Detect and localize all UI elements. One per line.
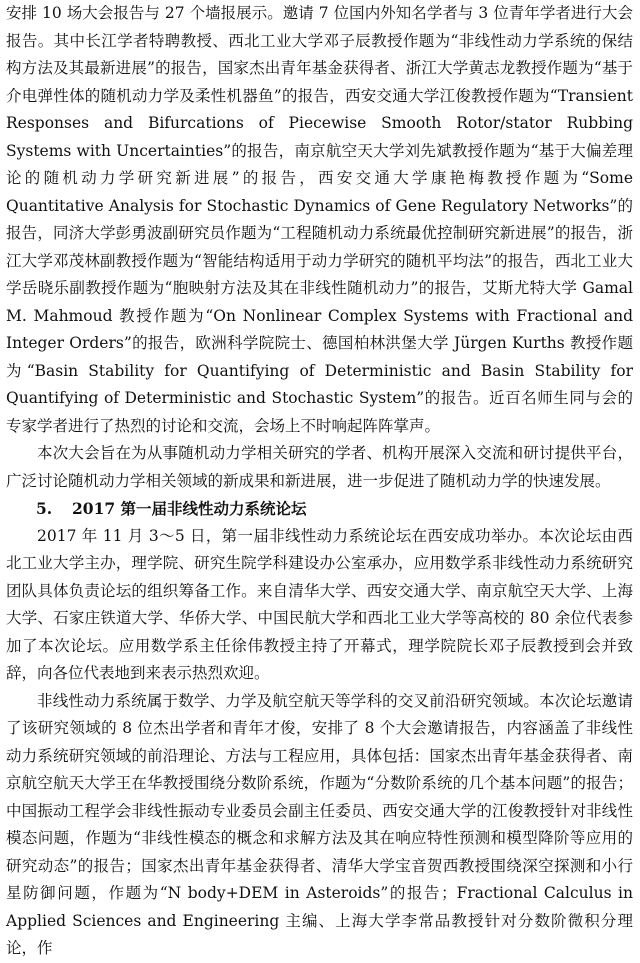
section-number: 5. <box>36 499 53 518</box>
section-heading <box>6 495 633 523</box>
paragraph-forum-reports: 非线性动力系统属于数学、力学及航空航天等学科的交叉前沿研究领域。本次论坛邀请了该研究领域的 8 位杰出学者和青年才俊，安排了 8 个大会邀请报告，内容涵盖了非线性动力系统研究领域的前沿理论、方法与工程应用，具体包括：国家杰出青年基金获得者、南京航空航天大学王在华教授围绕分数阶系统，作题为“分数阶系统的几个基本问题”的报告；中国振动工程学会非线性振动专业委员会副主任委员、西安交通大学的江俊教授针对非线性模态问题，作题为“非线性模态的概念和求解方法及其在响应特性预测和模型降阶等应用的研究动态”的报告；国家杰出青年基金获得者、清华大学宝音贺西教授围绕深空探测和小行星防御问题，作题为“N body+DEM in Asteroids”的报告；Fractional Calculus in Applied Sciences and Engineering 主编、上海大学李常品教授针对分数阶微积分理论，作 <box>6 691 633 957</box>
paragraph-forum-intro: 2017 年 11 月 3～5 日，第一届非线性动力系统论坛在西安成功举办。本次论坛由西北工业大学主办，理学院、研究生院学科建设办公室承办，应用数学系非线性动力系统研究团队具体负责论坛的组织筹备工作。来自清华大学、西安交通大学、南京航空天大学、上海大学、石家庄铁道大学、华侨大学、中国民航大学和西北工业大学等高校的 80 余位代表参加了本次论坛。应用数学系主任徐伟教授主持了开幕式，理学院院长邓子辰教授到会并致辞，向各位代表地到来表示热烈欢迎。 <box>6 526 633 682</box>
paragraph-speakers: 安排 10 场大会报告与 27 个墙报展示。邀请 7 位国内外知名学者与 3 位青年学者进行大会报告。其中长江学者特聘教授、西北工业大学邓子辰教授作题为“非线性动力学系统的保结构方法及其最新进展”的报告，国家杰出青年基金获得者、浙江大学黄志龙教授作题为“基于介电弹性体的随机动力学及柔性机器鱼”的报告，西安交通大学江俊教授作题为“Transient Responses and Bifurcations of Piecewise Smooth Rotor/stator Rubbing Systems with Uncertainties”的报告，南京航空天大学刘先斌教授作题为“基于大偏差理论的随机动力学研究新进展”的报告，西安交通大学康艳梅教授作题为“Some Quantitative Analysis for Stochastic Dynamics of Gene Regulatory Networks”的报告，同济大学彭勇波副研究员作题为“工程随机动力系统最优控制研究新进展”的报告，浙江大学邓茂林副教授作题为“智能结构适用于动力学研究的随机平均法”的报告，西北工业大学岳晓乐副教授作题为“胞映射方法及其在非线性随机动力”的报告，艾斯尤特大学 Gamal M. Mahmoud 教授作题为“On Nonlinear Complex Systems with Fractional and Integer Orders”的报告，欧洲科学院院士、德国柏林洪堡大学 Jürgen Kurths 教授作题为“Basin Stability for Quantifying of Deterministic and Basin Stability for Quantifying of Deterministic and Stochastic System”的报告。近百名师生同与会的专家学者进行了热烈的讨论和交流，会场上不时响起阵阵掌声。 <box>6 4 633 435</box>
paragraph-conference-aim: 本次大会旨在为从事随机动力学相关研究的学者、机构开展深入交流和研讨提供平台，广泛讨论随机动力学相关领域的新成果和新进展，进一步促进了随机动力学的快速发展。 <box>6 444 633 490</box>
section-title: 2017 第一届非线性动力系统论坛 <box>72 499 307 518</box>
